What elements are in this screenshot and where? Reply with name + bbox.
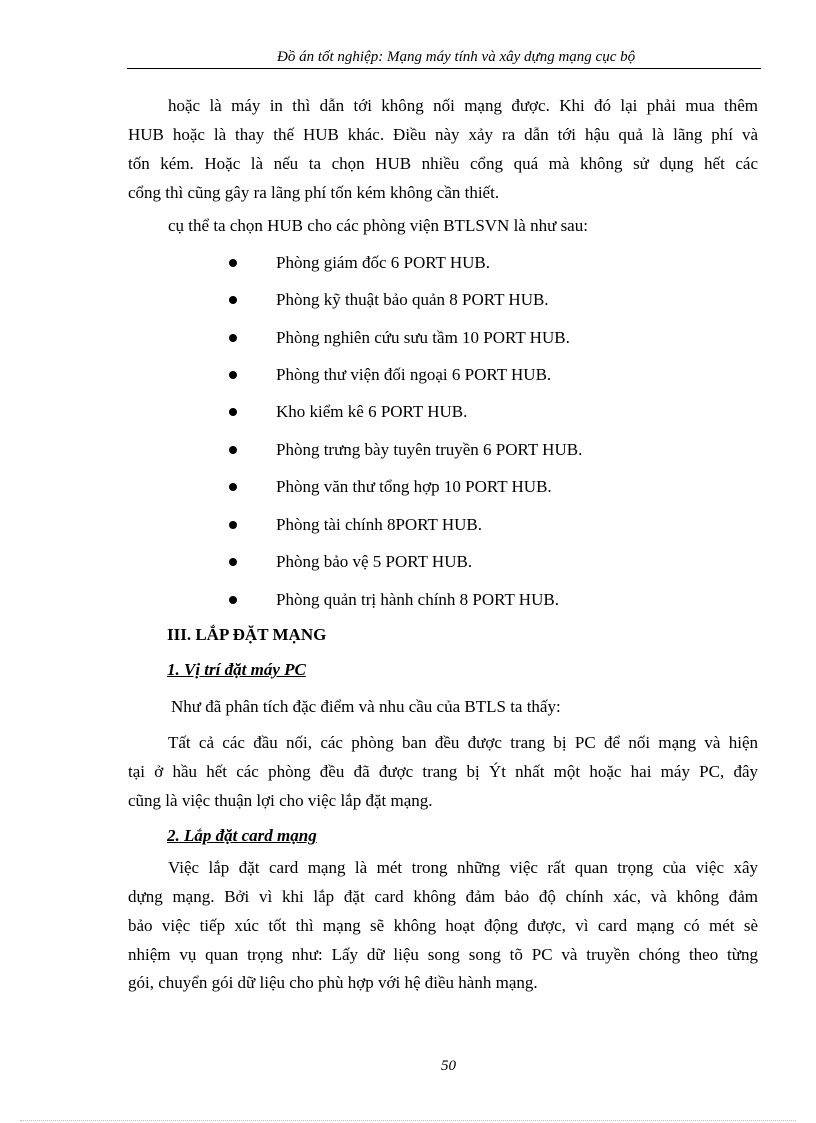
list-item-text: Phòng giám đốc 6 PORT HUB. [276,253,491,272]
page-header [127,48,761,69]
para4-line-5: gói, chuyển gói dữ liệu cho phù hợp với hệ điều hành mạng. [128,973,538,992]
list-item-text: Phòng văn thư tổng hợp 10 PORT HUB. [276,477,552,496]
subsection-1-heading: 1. Vị trí đặt máy PC [167,660,306,679]
list-item-text: Phòng trưng bày tuyên truyền 6 PORT HUB. [276,440,583,459]
bullet-icon [229,483,237,491]
page-number: 50 [441,1058,456,1074]
list-item-text: Phòng nghiên cứu sưu tầm 10 PORT HUB. [276,328,570,347]
para3-line-1: Tất cả các đầu nối, các phòng ban đều được trang bị PC để nối mạng và hiện [168,733,758,752]
list-item-text: Phòng kỹ thuật bảo quản 8 PORT HUB. [276,290,549,309]
list-item-text: Phòng thư viện đối ngoại 6 PORT HUB. [276,365,552,384]
para4-line-4: nhiệm vụ quan trọng như: Lấy dữ liệu song song tõ PC và truyền chóng theo từng [128,945,758,964]
bullet-icon [229,334,237,342]
list-item-text: Phòng tài chính 8PORT HUB. [276,515,482,534]
bullet-icon [229,408,237,416]
list-item-text: Phòng bảo vệ 5 PORT HUB. [276,552,473,571]
bullet-icon [229,558,237,566]
bullet-icon [229,371,237,379]
section-heading: III. LẮP ĐẶT MẠNG [167,625,327,644]
header-title: Đồ án tốt nghiệp: Mạng máy tính và xây dựng mạng cục bộ [277,49,636,65]
para1-line-1: hoặc là máy in thì dẫn tới không nối mạng được. Khi đó lại phải mua thêm [168,96,758,115]
bullet-icon [229,296,237,304]
list-item-text: Kho kiểm kê 6 PORT HUB. [276,402,468,421]
bullet-icon [229,596,237,604]
subsection-2-heading: 2. Lắp đặt card mạng [167,826,317,845]
para4-line-1: Việc lắp đặt card mạng là mét trong những việc rất quan trọng của việc xây [168,858,758,877]
para1-line-2: HUB hoặc là thay thế HUB khác. Điều này xảy ra dẫn tới hậu quả là lãng phí và [128,125,758,144]
bullet-icon [229,521,237,529]
para1-line-3: tốn kém. Hoặc là nếu ta chọn HUB nhiều cổng quá mà không sử dụng hết các [128,154,758,173]
list-intro: cụ thể ta chọn HUB cho các phòng viện BTLSVN là như sau: [168,216,588,235]
list-item-text: Phòng quản trị hành chính 8 PORT HUB. [276,590,559,609]
para3-line-3: cũng là việc thuận lợi cho việc lắp đặt mạng. [128,791,433,810]
para4-line-3: bảo việc tiếp xúc tốt thì mạng sẽ không hoạt động được, vì card mạng có mét sè [128,916,758,935]
para2: Như đã phân tích đặc điểm và nhu cầu của BTLS ta thấy: [171,697,561,716]
page-bottom-divider [20,1120,796,1121]
bullet-icon [229,446,237,454]
para4-line-2: dựng mạng. Bởi vì khi lắp đặt card không đảm bảo độ chính xác, và không đảm [128,887,758,906]
bullet-icon [229,259,237,267]
para3-line-2: tại ở hầu hết các phòng đều đã được trang bị Ýt nhất một hoặc hai máy PC, đây [128,762,758,781]
para1-line-4: cổng thì cũng gây ra lãng phí tốn kém không cần thiết. [128,183,500,202]
